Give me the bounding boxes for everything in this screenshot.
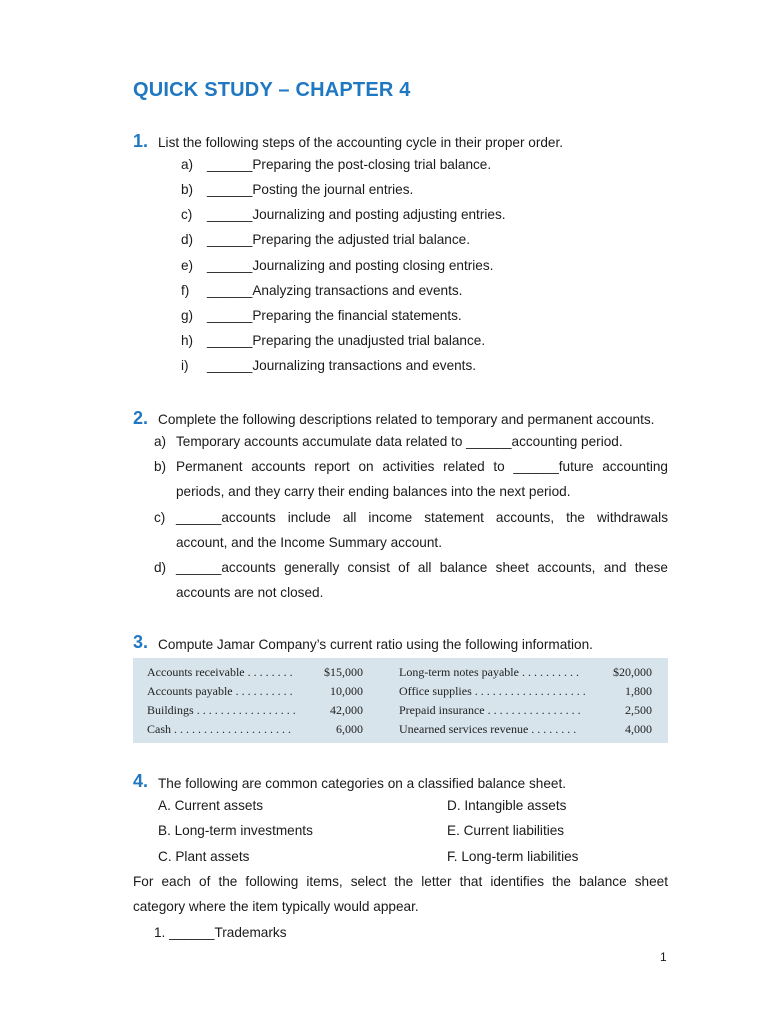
list-item-letter: d)	[181, 232, 194, 247]
table-amount: 10,000	[330, 684, 363, 698]
table-label: Office supplies . . . . . . . . . . . . . . . . . . .	[399, 684, 586, 698]
list-item: ______Analyzing transactions and events.	[207, 283, 463, 298]
list-item-letter: f)	[181, 283, 190, 298]
q2-c-line-1: ______accounts include all income statement accounts, the withdrawals	[176, 510, 668, 525]
q2-d-letter: d)	[154, 560, 167, 575]
table-label: Unearned services revenue . . . . . . . .	[399, 722, 577, 736]
list-item: ______Journalizing transactions and events.	[207, 358, 477, 373]
q2-b-line-1: Permanent accounts report on activities related to ______future accounting	[176, 459, 668, 474]
question-3-number: 3.	[133, 632, 149, 652]
category-item: F. Long-term liabilities	[447, 849, 579, 864]
q4-item-1: 1. ______Trademarks	[154, 925, 287, 940]
q4-instruction-line-2: category where the item typically would appear.	[133, 899, 419, 914]
list-item: ______Preparing the unadjusted trial balance.	[207, 333, 486, 348]
question-2-number: 2.	[133, 408, 149, 428]
category-item: C. Plant assets	[158, 849, 250, 864]
table-label: Cash . . . . . . . . . . . . . . . . . . . .	[147, 722, 291, 736]
q2-b-line-2: periods, and they carry their ending balances into the next period.	[176, 484, 571, 499]
list-item: ______Journalizing and posting adjusting entries.	[207, 207, 506, 222]
list-item-letter: c)	[181, 207, 193, 222]
table-amount: 4,000	[625, 722, 652, 736]
list-item: ______Posting the journal entries.	[207, 182, 414, 197]
q2-c-line-2: account, and the Income Summary account.	[176, 535, 442, 550]
table-label: Long-term notes payable . . . . . . . . . .	[399, 665, 579, 679]
list-item-letter: h)	[181, 333, 194, 348]
category-item: E. Current liabilities	[447, 823, 565, 838]
table-amount: $15,000	[324, 665, 363, 679]
question-3-text: Compute Jamar Company’s current ratio using the following information.	[158, 637, 593, 652]
list-item: ______Preparing the adjusted trial balance.	[207, 232, 471, 247]
list-item: ______Preparing the financial statements.	[207, 308, 462, 323]
q2-b-letter: b)	[154, 459, 167, 474]
table-label: Accounts payable . . . . . . . . . .	[147, 684, 293, 698]
q2-a-letter: a)	[154, 434, 167, 449]
page-number: 1	[660, 950, 667, 964]
question-4-number: 4.	[133, 771, 149, 791]
category-item: B. Long-term investments	[158, 823, 313, 838]
list-item: ______Preparing the post-closing trial balance.	[207, 157, 492, 172]
q4-instruction-line-1: For each of the following items, select the letter that identifies the balance sheet	[133, 874, 668, 889]
list-item-letter: i)	[181, 358, 189, 373]
category-item: D. Intangible assets	[447, 798, 567, 813]
table-amount: 6,000	[336, 722, 363, 736]
question-1-text: List the following steps of the accounting cycle in their proper order.	[158, 135, 564, 150]
table-amount: $20,000	[613, 665, 652, 679]
q2-d-line-2: accounts are not closed.	[176, 585, 324, 600]
list-item-letter: a)	[181, 157, 194, 172]
account-balances-table	[133, 658, 668, 743]
table-label: Prepaid insurance . . . . . . . . . . . . . . . .	[399, 703, 581, 717]
list-item: ______Journalizing and posting closing entries.	[207, 258, 494, 273]
list-item-letter: g)	[181, 308, 194, 323]
table-amount: 1,800	[625, 684, 652, 698]
table-amount: 2,500	[625, 703, 652, 717]
list-item-letter: b)	[181, 182, 194, 197]
question-1-number: 1.	[133, 131, 149, 151]
table-label: Buildings . . . . . . . . . . . . . . . . .	[147, 703, 296, 717]
question-4-text: The following are common categories on a classified balance sheet.	[158, 776, 567, 791]
list-item-letter: e)	[181, 258, 194, 273]
table-label: Accounts receivable . . . . . . . .	[147, 665, 293, 679]
category-item: A. Current assets	[158, 798, 264, 813]
table-amount: 42,000	[330, 703, 363, 717]
q2-d-line-1: ______accounts generally consist of all balance sheet accounts, and these	[176, 560, 668, 575]
q2-c-letter: c)	[154, 510, 166, 525]
page-title: QUICK STUDY – CHAPTER 4	[133, 79, 411, 101]
q2-a-text: Temporary accounts accumulate data related to ______accounting period.	[176, 434, 623, 449]
question-2-text: Complete the following descriptions related to temporary and permanent accounts.	[158, 412, 655, 427]
